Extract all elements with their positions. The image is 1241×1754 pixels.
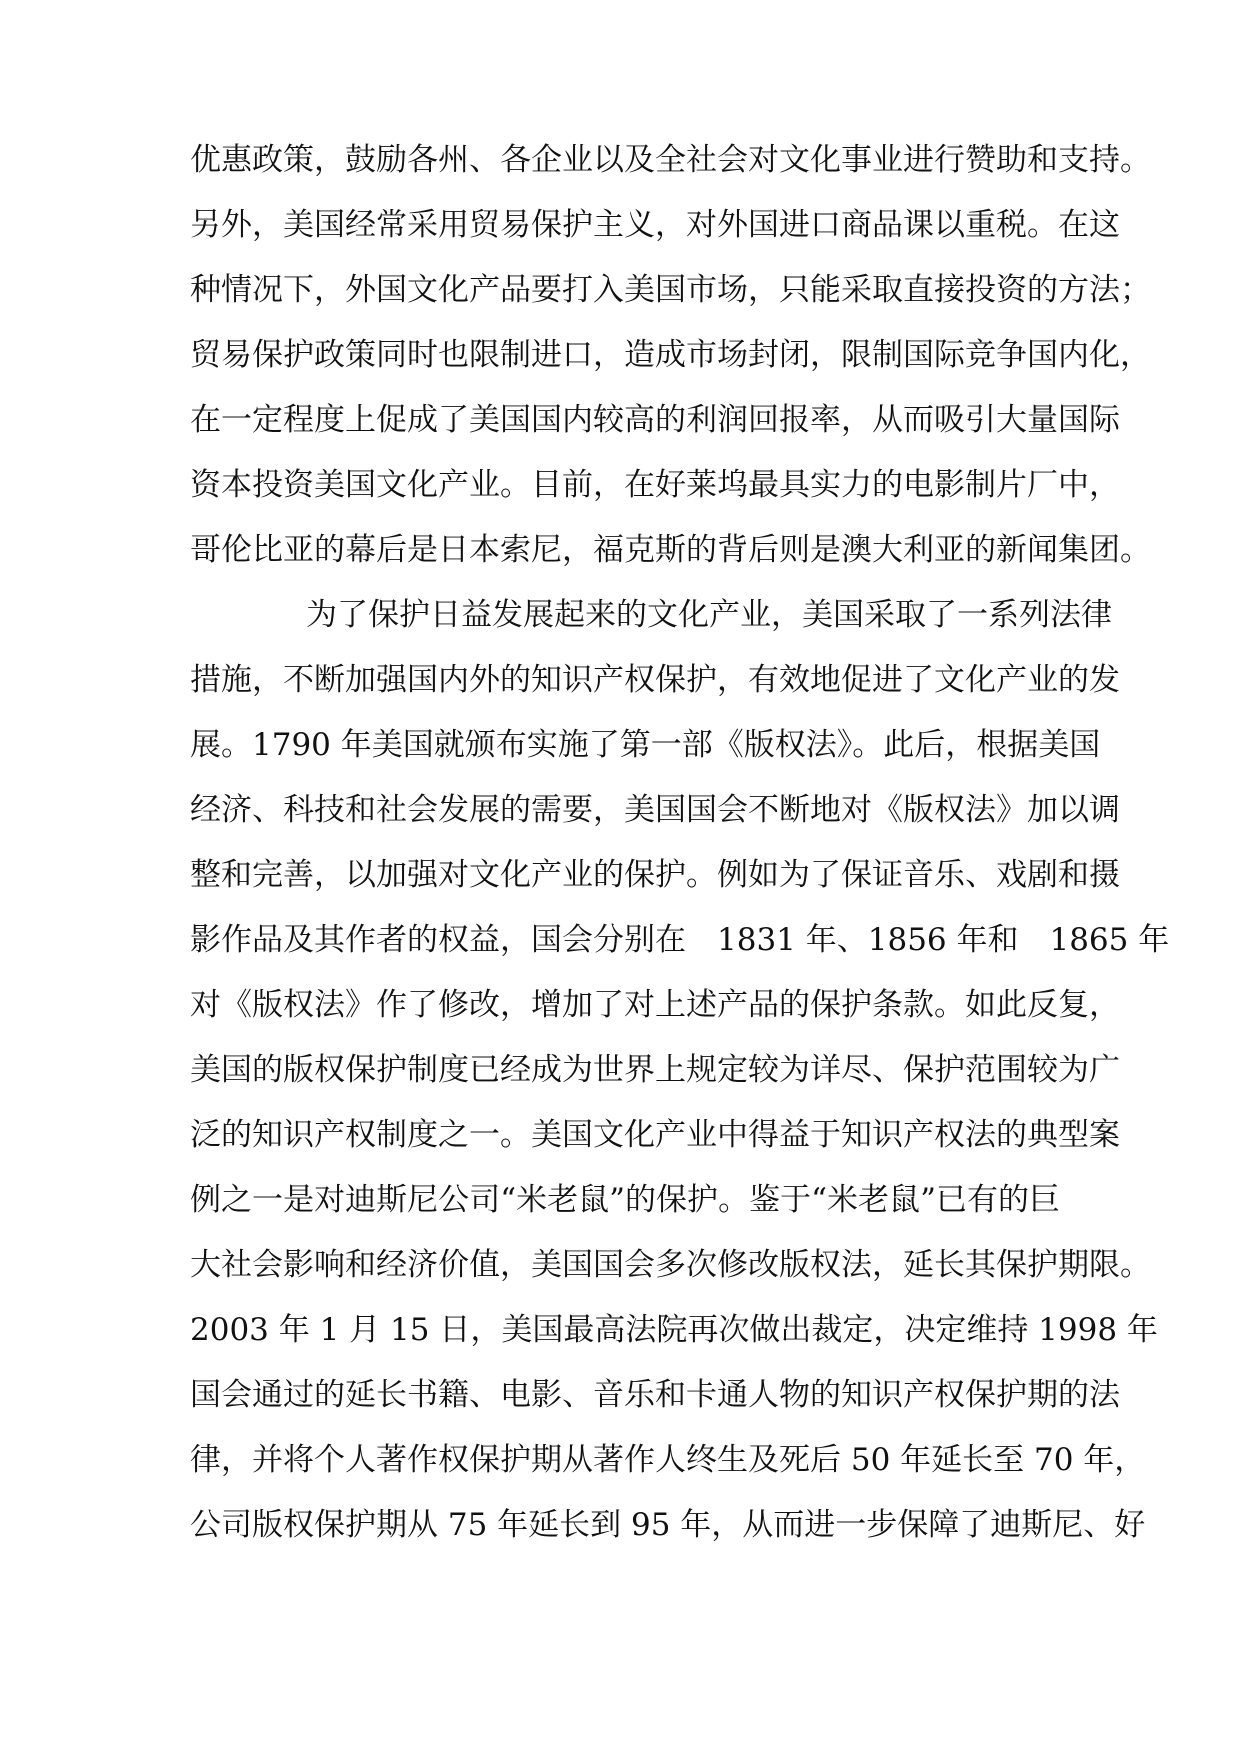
text-line: 公司版权保护期从 75 年延长到 95 年，从而进一步保障了迪斯尼、好 <box>190 1507 1146 1543</box>
text-line: 泛的知识产权制度之一。美国文化产业中得益于知识产权法的典型案 <box>190 1117 1120 1153</box>
text-line: 在一定程度上促成了美国国内较高的利润回报率，从而吸引大量国际 <box>190 402 1120 438</box>
text-line: 经济、科技和社会发展的需要，美国国会不断地对《版权法》加以调 <box>190 792 1120 828</box>
text-line: 美国的版权保护制度已经成为世界上规定较为详尽、保护范围较为广 <box>190 1052 1120 1088</box>
text-line: 例之一是对迪斯尼公司“米老鼠”的保护。鉴于“米老鼠”已有的巨 <box>190 1182 1060 1218</box>
text-line: 大社会影响和经济价值，美国国会多次修改版权法，延长其保护期限。 <box>190 1247 1151 1283</box>
text-line: 影作品及其作者的权益，国会分别在 1831 年、1856 年和 1865 年 <box>190 922 1170 958</box>
text-line: 措施，不断加强国内外的知识产权保护，有效地促进了文化产业的发 <box>190 662 1120 698</box>
text-line: 资本投资美国文化产业。目前，在好莱坞最具实力的电影制片厂中， <box>190 467 1120 503</box>
text-line: 另外，美国经常采用贸易保护主义，对外国进口商品课以重税。在这 <box>190 207 1120 243</box>
text-line: 贸易保护政策同时也限制进口，造成市场封闭，限制国际竞争国内化， <box>190 337 1151 373</box>
text-line: 2003 年 1 月 15 日，美国最高法院再次做出裁定，决定维持 1998 年 <box>190 1312 1158 1348</box>
text-line-paragraph-start: 为了保护日益发展起来的文化产业，美国采取了一系列法律 <box>306 597 1112 633</box>
text-line: 国会通过的延长书籍、电影、音乐和卡通人物的知识产权保护期的法 <box>190 1377 1120 1413</box>
text-line: 优惠政策，鼓励各州、各企业以及全社会对文化事业进行赞助和支持。 <box>190 142 1151 178</box>
text-line: 展。1790 年美国就颁布实施了第一部《版权法》。此后，根据美国 <box>190 727 1101 763</box>
text-line: 对《版权法》作了修改，增加了对上述产品的保护条款。如此反复， <box>190 987 1120 1023</box>
text-line: 律，并将个人著作权保护期从著作人终生及死后 50 年延长至 70 年， <box>190 1442 1146 1478</box>
text-line: 种情况下，外国文化产品要打入美国市场，只能采取直接投资的方法； <box>190 272 1151 308</box>
text-line: 整和完善，以加强对文化产业的保护。例如为了保证音乐、戏剧和摄 <box>190 857 1120 893</box>
text-line: 哥伦比亚的幕后是日本索尼，福克斯的背后则是澳大利亚的新闻集团。 <box>190 532 1151 568</box>
